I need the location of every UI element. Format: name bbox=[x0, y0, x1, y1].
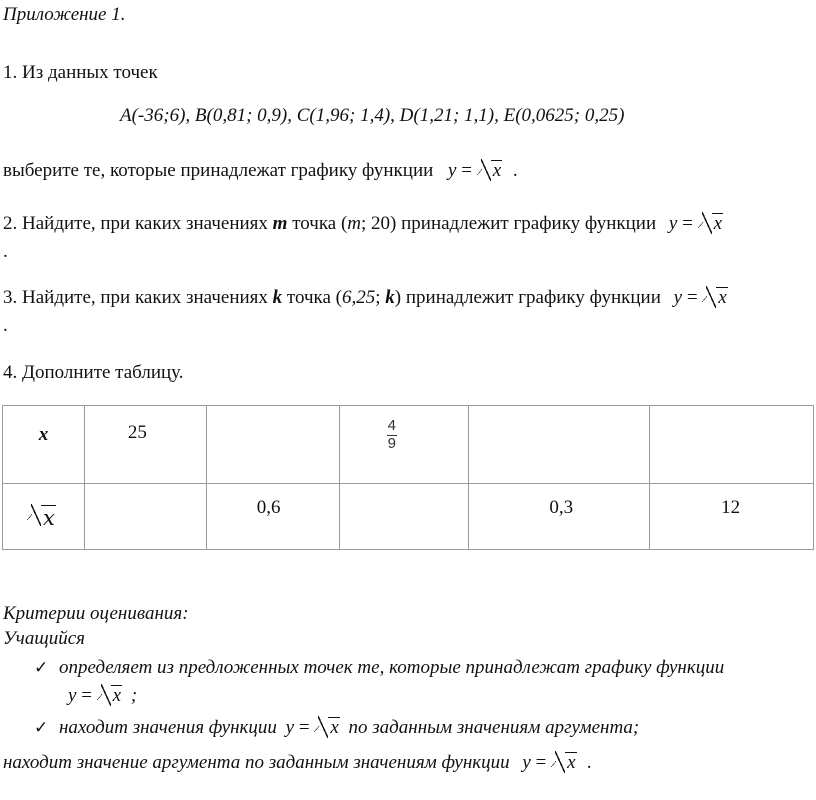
task1-text-body: выберите те, которые принадлежат графику функции bbox=[3, 160, 434, 181]
criteria-item-1 bbox=[34, 658, 724, 677]
table-header-sqrt bbox=[3, 484, 85, 550]
criteria-item-1-text: определяет из предложенных точек те, которые принадлежат графику функции bbox=[59, 657, 725, 678]
func-y: y bbox=[522, 752, 531, 773]
criteria-student: Учащийся bbox=[3, 628, 85, 649]
criteria-item-2 bbox=[34, 718, 639, 737]
fraction-numerator: 4 bbox=[387, 417, 396, 434]
table-row-x bbox=[3, 406, 814, 484]
task2-mid: точка ( bbox=[287, 213, 348, 234]
sqrt-formula-4 bbox=[68, 686, 122, 705]
task1-points: A(-36;6), B(0,81; 0,9), C(1,96; 1,4), D(1,21; 1,1), E(0,0625; 0,25) bbox=[120, 105, 625, 126]
table-cell-fraction bbox=[339, 406, 469, 484]
table-cell bbox=[206, 406, 339, 484]
task3-post: ) принадлежит графику функции bbox=[394, 287, 661, 308]
table-header-x bbox=[3, 406, 85, 484]
func-y: y bbox=[68, 685, 77, 706]
task2-post: ; 20) принадлежит графику функции bbox=[361, 213, 657, 234]
criteria-item-3-end: . bbox=[587, 752, 593, 773]
sqrt-icon bbox=[551, 753, 576, 772]
table-cell bbox=[469, 406, 650, 484]
task1-label: 1. Из данных точек bbox=[3, 62, 158, 83]
table-cell: 0,6 bbox=[206, 484, 339, 550]
sqrt-formula-3 bbox=[674, 288, 728, 307]
task4-label: 4. Дополните таблицу. bbox=[3, 362, 184, 383]
sqrt-icon bbox=[702, 288, 727, 307]
func-y: y bbox=[673, 287, 683, 308]
sqrt-icon bbox=[314, 718, 339, 737]
func-eq: = bbox=[81, 685, 92, 706]
func-x: x bbox=[112, 685, 122, 706]
sqrt-formula-5 bbox=[286, 718, 340, 737]
func-x: x bbox=[492, 160, 502, 181]
task1-end: . bbox=[512, 160, 518, 181]
task3-dot: . bbox=[3, 315, 8, 336]
task3-val: 6,25 bbox=[342, 287, 376, 308]
func-x: x bbox=[330, 717, 339, 738]
table-cell bbox=[650, 406, 814, 484]
sqrt-icon bbox=[97, 686, 122, 705]
table-cell bbox=[339, 484, 469, 550]
criteria-item-3 bbox=[3, 753, 592, 772]
check-icon: ✓ bbox=[34, 658, 49, 678]
task2-pre: 2. Найдите, при каких значениях bbox=[3, 213, 273, 234]
func-x: x bbox=[713, 213, 722, 234]
task3-text bbox=[3, 288, 728, 307]
criteria-item-1-end: ; bbox=[130, 685, 138, 706]
table-cell: 25 bbox=[84, 406, 206, 484]
func-eq: = bbox=[535, 752, 547, 773]
task3-var: k bbox=[272, 287, 283, 308]
sqrt-formula-1 bbox=[448, 161, 502, 180]
criteria-item-3-pre: находит значение аргумента по заданным значениям функции bbox=[3, 752, 510, 773]
func-x: x bbox=[567, 752, 576, 773]
task2-text bbox=[3, 214, 723, 233]
sqrt-icon bbox=[27, 506, 56, 531]
func-y: y bbox=[285, 717, 295, 738]
sqrt-icon bbox=[698, 214, 723, 233]
task3-pre: 3. Найдите, при каких значениях bbox=[3, 287, 273, 308]
criteria-item-1-formula bbox=[68, 686, 137, 705]
table-cell: 12 bbox=[650, 484, 814, 550]
func-eq: = bbox=[298, 717, 310, 738]
criteria-item-2-pre: находит значения функции bbox=[59, 717, 277, 738]
task2-var: m bbox=[272, 213, 288, 234]
values-table bbox=[2, 405, 814, 550]
sqrt-x-header bbox=[27, 506, 56, 531]
appendix-title: Приложение 1. bbox=[3, 4, 126, 25]
sqrt-icon bbox=[477, 161, 502, 180]
task3-sep: ; bbox=[375, 287, 386, 308]
func-eq: = bbox=[682, 213, 693, 234]
func-x: x bbox=[718, 287, 727, 308]
fraction-denominator: 9 bbox=[387, 434, 396, 452]
fraction bbox=[387, 418, 397, 452]
check-icon: ✓ bbox=[34, 718, 49, 738]
table-cell: 0,3 bbox=[469, 484, 650, 550]
task3-mid: точка ( bbox=[282, 287, 342, 308]
sqrt-formula-6 bbox=[522, 753, 576, 772]
table-row-sqrt bbox=[3, 484, 814, 550]
table-cell bbox=[84, 484, 206, 550]
criteria-title: Критерии оценивания: bbox=[3, 603, 189, 624]
func-eq: = bbox=[686, 287, 698, 308]
header-sqrt-x: x bbox=[43, 506, 55, 530]
criteria-item-2-post: по заданным значениям аргумента; bbox=[348, 717, 640, 738]
task1-text bbox=[3, 161, 518, 180]
task2-dot: . bbox=[3, 241, 8, 262]
sqrt-formula-2 bbox=[669, 214, 723, 233]
func-y: y bbox=[448, 160, 457, 181]
header-x-text: x bbox=[38, 424, 49, 445]
func-y: y bbox=[668, 213, 678, 234]
task2-var2: m bbox=[347, 213, 362, 234]
task3-var2: k bbox=[385, 287, 395, 308]
func-eq: = bbox=[461, 160, 472, 181]
